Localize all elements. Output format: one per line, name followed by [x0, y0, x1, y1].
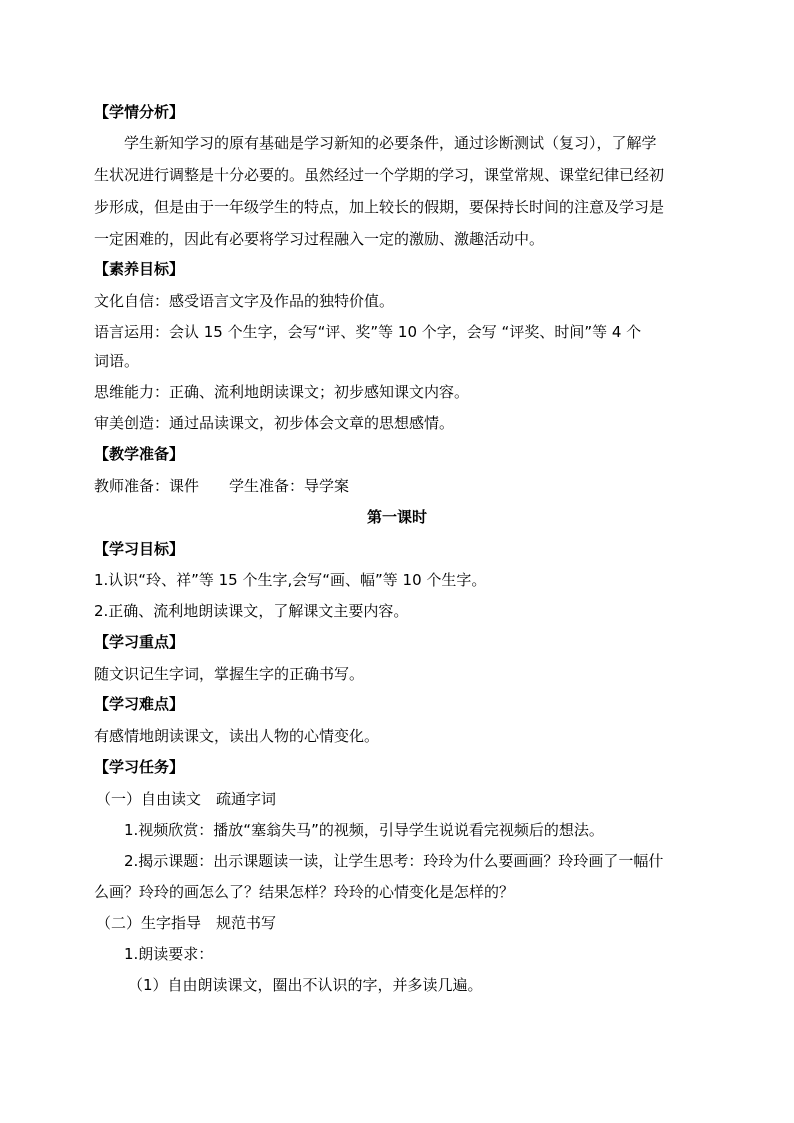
heading-learning-tasks: 【学习任务】: [94, 758, 185, 776]
paragraph-line: （1）自由朗读课文，圈出不认识的字，并多读几遍。: [128, 976, 483, 994]
paragraph-line: 思维能力：正确、流利地朗读课文；初步感知课文内容。: [94, 383, 470, 401]
heading-difficulties: 【学习难点】: [94, 695, 185, 713]
paragraph-line: 文化自信：感受语言文字及作品的独特价值。: [94, 292, 395, 310]
paragraph-line: 词语。: [94, 352, 140, 370]
paragraph-line: 生状况进行调整是十分必要的。虽然经过一个学期的学习，课堂常规、课堂纪律已经初: [94, 166, 665, 184]
lesson-title: 第一课时: [366, 508, 427, 526]
paragraph-line: 步形成，但是由于一年级学生的特点，加上较长的假期，要保持长时间的注意及学习是: [94, 198, 665, 216]
paragraph-line: 1.视频欣赏：播放“塞翁失马”的视频，引导学生说说看完视频后的想法。: [124, 821, 604, 839]
heading-learning-objectives: 【学习目标】: [94, 540, 185, 558]
paragraph-line: 教师准备：课件 学生准备：导学案: [94, 477, 350, 495]
paragraph-line: 有感情地朗读课文，读出人物的心情变化。: [94, 727, 380, 745]
paragraph-line: 一定困难的，因此有必要将学习过程融入一定的激励、激趣活动中。: [94, 230, 545, 248]
heading-teaching-preparation: 【教学准备】: [94, 445, 185, 463]
heading-key-points: 【学习重点】: [94, 633, 185, 651]
heading-student-analysis: 【学情分析】: [94, 103, 185, 121]
paragraph-line: 1.朗读要求：: [124, 945, 214, 963]
paragraph-line: 语言运用：会认 15 个生字，会写“评、奖”等 10 个字，会写 “评奖、时间”等 4 个: [94, 323, 642, 341]
paragraph-line: 学生新知学习的原有基础是学习新知的必要条件，通过诊断测试（复习），了解学: [124, 134, 657, 152]
paragraph-line: 1.认识“玲、祥”等 15 个生字,会写“画、幅”等 10 个生字。: [94, 571, 487, 589]
heading-literacy-goals: 【素养目标】: [94, 260, 185, 278]
paragraph-line: 么画？玲玲的画怎么了？结果怎样？玲玲的心情变化是怎样的？: [94, 883, 515, 901]
paragraph-line: 2.正确、流利地朗读课文，了解课文主要内容。: [94, 602, 409, 620]
paragraph-line: 随文识记生字词，掌握生字的正确书写。: [94, 665, 365, 683]
paragraph-line: 2.揭示课题：出示课题读一读，让学生思考：玲玲为什么要画画？玲玲画了一幅什: [124, 852, 664, 870]
paragraph-line: （一）自由读文 疏通字词: [96, 790, 277, 808]
paragraph-line: （二）生字指导 规范书写: [96, 914, 277, 932]
paragraph-line: 审美创造：通过品读课文，初步体会文章的思想感情。: [94, 414, 455, 432]
